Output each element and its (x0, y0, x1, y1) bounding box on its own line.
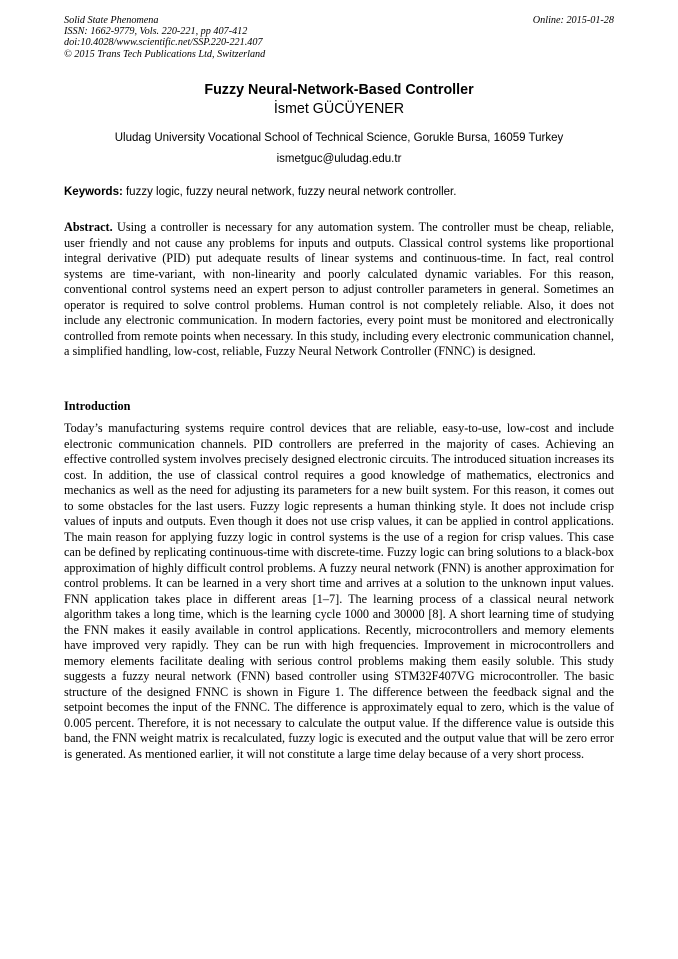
journal-issn: ISSN: 1662-9779, Vols. 220-221, pp 407-412 (64, 26, 248, 38)
paper-email: ismetguc@uludag.edu.tr (276, 153, 402, 165)
keywords (64, 185, 616, 200)
abstract-label: Abstract. (64, 220, 113, 234)
online-date: Online: 2015-01-28 (532, 15, 614, 26)
abstract (64, 220, 614, 360)
introduction-heading: Introduction (64, 399, 131, 413)
paper-affiliation: Uludag University Vocational School of Technical Science, Gorukle Bursa, 16059 Turkey (114, 132, 564, 144)
paper-title: Fuzzy Neural-Network-Based Controller (204, 82, 474, 98)
keywords-label: Keywords: (64, 186, 123, 198)
journal-doi: doi:10.4028/www.scientific.net/SSP.220-221.407 (64, 37, 263, 49)
introduction-text: Today’s manufacturing systems require control devices that are reliable, easy-to-use, low-cost and include electronic communication channels. PID controllers are preferred in the majority of cases. Achieving an effective controlled system involves precisely designed electronic circuits. The introduced situation increases its cost. In addition, the use of classical control requires a good knowledge of mathematics, electronics and mechanics as well as the need for adjusting its parameters for a new built system. For this reason, it comes out to some obstacles for the last users. Fuzzy logic represents a human thinking style. It does not include crisp values of inputs and outputs. Even though it does not use crisp values, it can be applied in control applications. The main reason for applying fuzzy logic in control systems is the use of a region for crisp values. This case can be defined by replicating continuous-time with discrete-time. Fuzzy logic can bring solutions to a black-box approximation of highly difficult control problems. A fuzzy neural network (FNN) is another approximation for control problems. It can be learned in a very short time and arrives at a solution to the unknown input values. FNN application takes place in different areas [1–7]. The learning process of a classical neural network algorithm takes a long time, which is the learning cycle 1000 and 30000 [8]. A short learning time of studying the FNN makes it easily available in control applications. Recently, microcontrollers and memory elements have improved very rapidly. They can be run with high frequencies. Improvement in microcontrollers and memory elements facilitate dealing with serious control problems making them easily soluble. This study suggests a fuzzy neural network (FNN) based controller using STM32F407VG microcontroller. The basic structure of the designed FNNC is shown in Figure 1. The difference between the feedback signal and the setpoint becomes the input of the FNNC. The difference is approximately equal to zero, which is the value of 0.005 percent. Therefore, it is not necessary to calculate the output value. If the difference value is outside this band, the FNN weight matrix is recalculated, fuzzy logic is executed and the output value that will be zero error is generated. As mentioned earlier, it will not constitute a large time delay because of a very short process. (64, 421, 614, 761)
keywords-text: fuzzy logic, fuzzy neural network, fuzzy neural network controller. (122, 186, 457, 198)
abstract-text: Using a controller is necessary for any automation system. The controller must be cheap, reliable, user friendly and not cause any problems for inputs and outputs. Classical control systems like proportional integral derivative (PID) put adequate results of linear systems and continuous-time. In fact, real control systems are time-variant, with non-linearity and poorly calculated dynamic variables. For this reason, conventional control systems need an expert person to adjust controller parameters in general. Sometimes an operator is required to solve control problems. Human control is not completely reliable. Also, it does not include any electronic communication. In modern factories, every point must be monitored and electronically controlled from remote points when necessary. In this study, including every electronic communication channel, a simplified handling, low-cost, reliable, Fuzzy Neural Network Controller (FNNC) is designed. (64, 220, 614, 358)
journal-name: Solid State Phenomena (64, 15, 159, 26)
journal-info (64, 15, 265, 60)
journal-copyright: © 2015 Trans Tech Publications Ltd, Switzerland (64, 48, 266, 60)
paper-author: İsmet GÜCÜYENER (273, 101, 405, 117)
